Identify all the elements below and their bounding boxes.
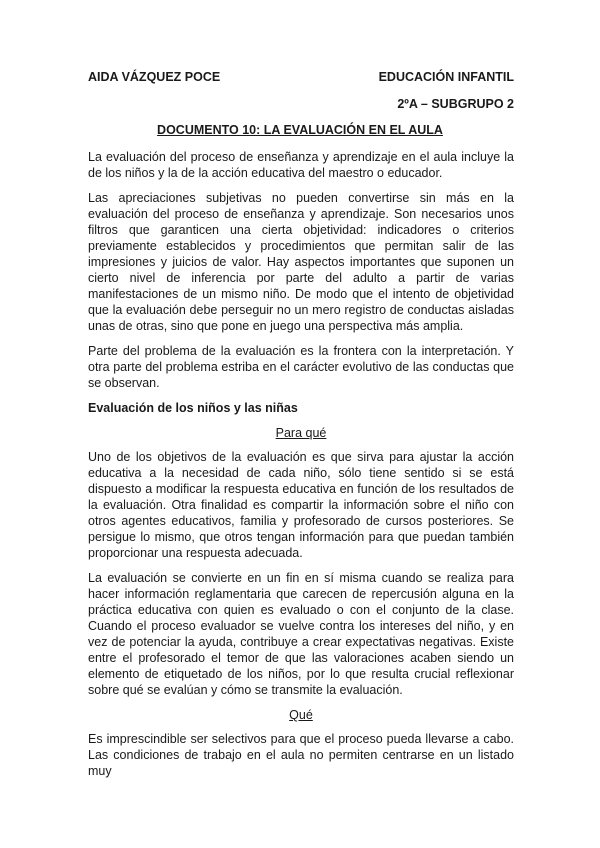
- group-label: 2ºA – SUBGRUPO 2: [397, 97, 514, 111]
- para-que-paragraph-1: Uno de los objetivos de la evaluación es que sirva para ajustar la acción educativa a la necesidad de cada niño, sólo tiene sentido si se está dispuesto a modificar la respuesta educativa en función de los resultados de la evaluación. Otra finalidad es compartir la información sobre el niño con otros agentes educativos, familia y profesorado de cursos posteriores. Se persigue lo mismo, que otros tengan información para que puedan también proporcionar una respuesta adecuada.: [88, 450, 514, 560]
- intro-paragraph-1: La evaluación del proceso de enseñanza y aprendizaje en el aula incluye la de los niños y la de la acción educativa del maestro o educador.: [88, 150, 514, 180]
- intro-paragraph-2: Las apreciaciones subjetivas no pueden convertirse sin más en la evaluación del proceso de enseñanza y aprendizaje. Son necesarios unos filtros que garanticen una cierta objetividad: indicadores o criterios previamente establecidos y procedimientos que permitan salir de las impresiones y juicios de valor. Hay aspectos importantes que suponen un cierto nivel de inferencia por parte del adulto a partir de varias manifestaciones de un mismo niño. De modo que el intento de objetividad que la evaluación debe perseguir no un mero registro de conductas aisladas unas de otras, sino que pone en juego una perspectiva más amplia.: [88, 191, 514, 333]
- author-name: AIDA VÁZQUEZ POCE: [88, 70, 221, 84]
- document-body: [88, 149, 514, 788]
- subheading-que: Qué: [289, 708, 313, 722]
- intro-paragraph-3: Parte del problema de la evaluación es la frontera con la interpretación. Y otra parte del problema estriba en el carácter evolutivo de las conductas que se observan.: [88, 344, 514, 390]
- program-name: EDUCACIÓN INFANTIL: [378, 70, 514, 84]
- para-que-paragraph-2: La evaluación se convierte en un fin en sí misma cuando se realiza para hacer información reglamentaria que carecen de repercusión alguna en la práctica educativa con quien es evaluado o con el conjunto de la clase. Cuando el proceso evaluador se vuelve contra los intereses del niño, y en vez de potenciar la ayuda, contribuye a crear expectativas negativas. Existe entre el profesorado el temor de que las valoraciones acaben siendo un elemento de etiquetado de los niños, por lo que resulta crucial reflexionar sobre qué se evalúan y cómo se transmite la evaluación.: [88, 571, 514, 697]
- section-heading: Evaluación de los niños y las niñas: [88, 401, 298, 415]
- que-paragraph-1: Es imprescindible ser selectivos para que el proceso pueda llevarse a cabo. Las condiciones de trabajo en el aula no permiten centrarse en un listado muy: [88, 732, 514, 778]
- subheading-para-que: Para qué: [275, 426, 327, 440]
- document-title: DOCUMENTO 10: LA EVALUACIÓN EN EL AULA: [157, 123, 443, 137]
